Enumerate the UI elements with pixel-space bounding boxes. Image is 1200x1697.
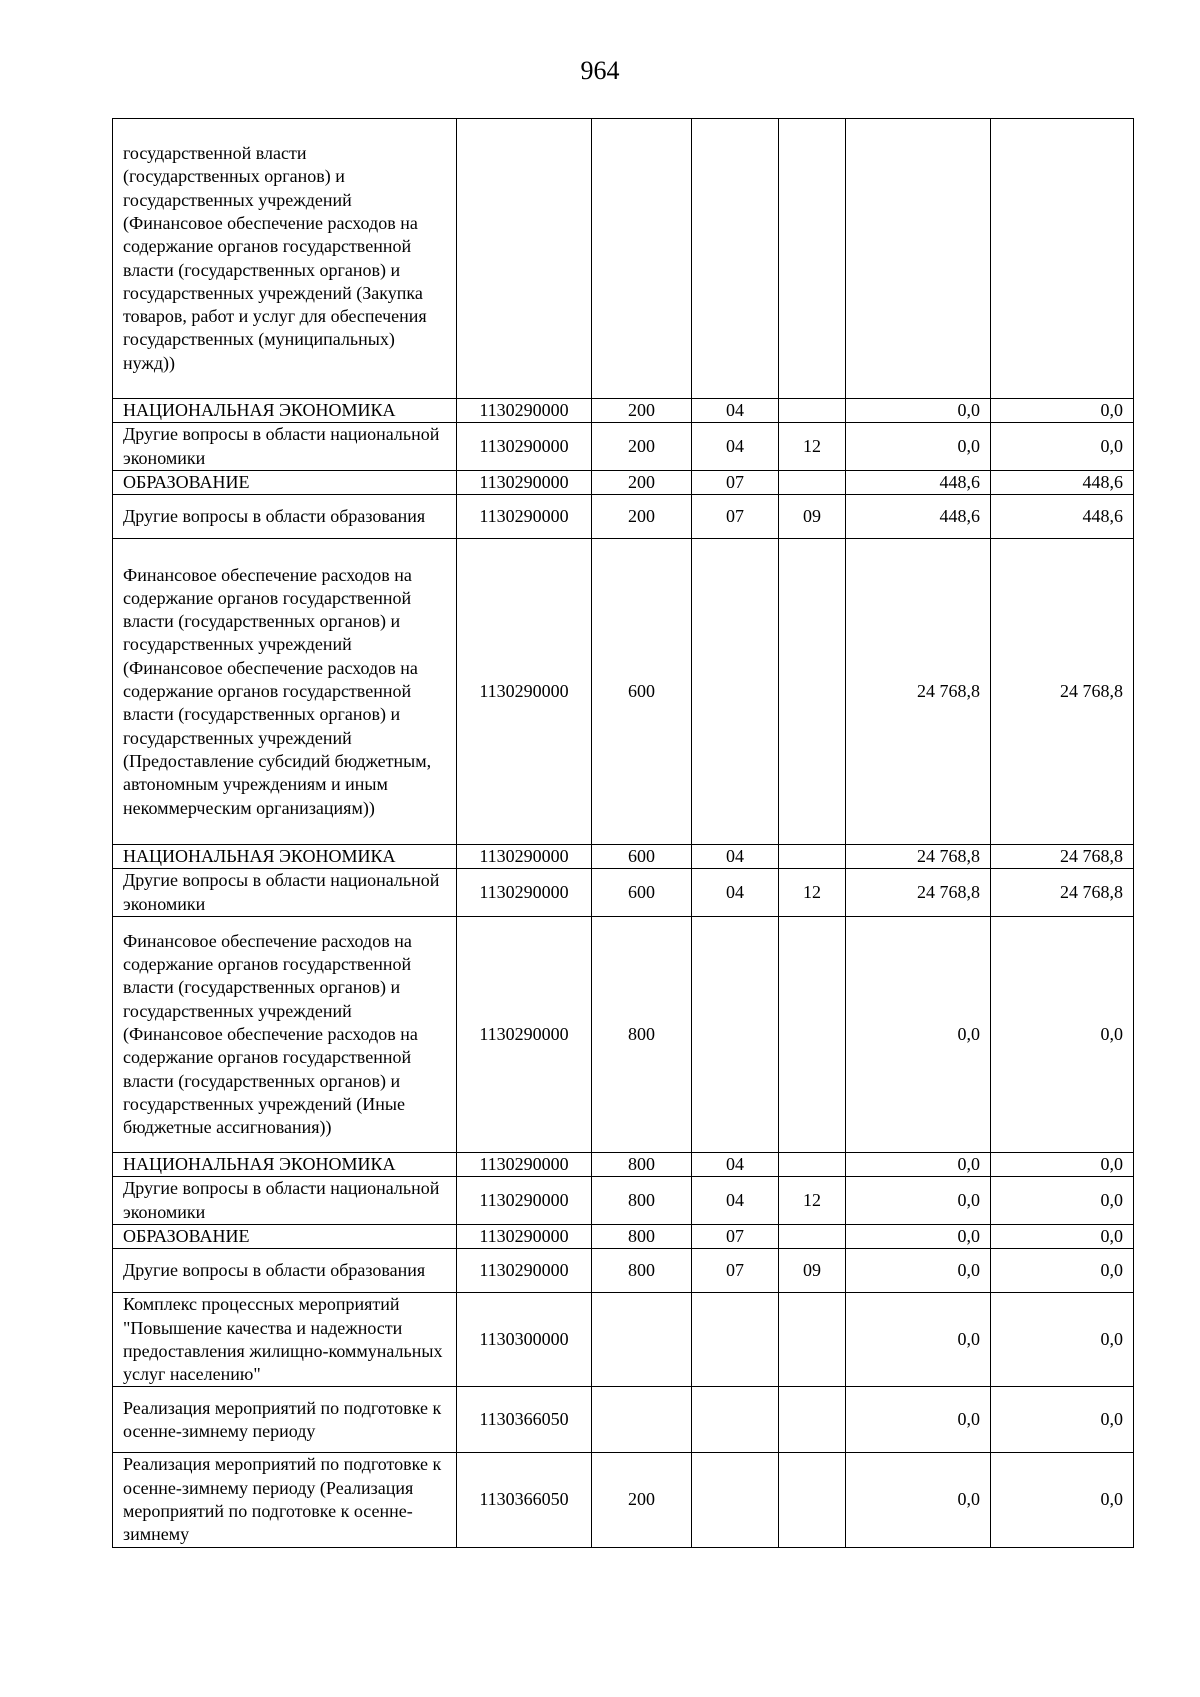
- row-sum-1: [846, 119, 991, 399]
- row-section: 07: [692, 495, 779, 539]
- row-section: 04: [692, 1177, 779, 1225]
- row-sum-1: 0,0: [846, 1387, 991, 1453]
- row-section: [692, 1453, 779, 1547]
- row-code: 1130366050: [457, 1453, 592, 1547]
- row-code: 1130290000: [457, 399, 592, 423]
- table-row: [113, 495, 1134, 539]
- row-code: [457, 119, 592, 399]
- row-sum-1: 0,0: [846, 1453, 991, 1547]
- row-section: [692, 119, 779, 399]
- row-name: государственной власти (государственных органов) и государственных учреждений (Финансовое обеспечение расходов на содержание органов государственной власти (государственных органов) и государственных учреждений (Закупка товаров, работ и услуг для обеспечения государственных (муниципальных) нужд)): [113, 119, 457, 399]
- row-sum-2: 0,0: [991, 1293, 1134, 1387]
- row-subsection: [779, 1387, 846, 1453]
- row-sum-2: 0,0: [991, 1177, 1134, 1225]
- row-expense-type: 200: [592, 470, 692, 494]
- row-subsection: [779, 470, 846, 494]
- row-section: [692, 917, 779, 1153]
- row-name: НАЦИОНАЛЬНАЯ ЭКОНОМИКА: [113, 845, 457, 869]
- row-expense-type: [592, 119, 692, 399]
- row-name: Реализация мероприятий по подготовке к осенне-зимнему периоду (Реализация мероприятий по подготовке к осенне-зимнему: [113, 1453, 457, 1547]
- table-row: [113, 869, 1134, 917]
- row-name: Другие вопросы в области национальной экономики: [113, 869, 457, 917]
- row-expense-type: [592, 1293, 692, 1387]
- table-row: [113, 917, 1134, 1153]
- row-code: 1130290000: [457, 1249, 592, 1293]
- row-section: 04: [692, 845, 779, 869]
- row-section: 07: [692, 1249, 779, 1293]
- row-sum-1: 0,0: [846, 917, 991, 1153]
- row-expense-type: 200: [592, 1453, 692, 1547]
- row-subsection: [779, 845, 846, 869]
- table-row: [113, 470, 1134, 494]
- row-name: Другие вопросы в области национальной экономики: [113, 423, 457, 471]
- row-name: Комплекс процессных мероприятий "Повышение качества и надежности предоставления жилищно-коммунальных услуг населению": [113, 1293, 457, 1387]
- row-sum-1: 448,6: [846, 470, 991, 494]
- row-sum-1: 448,6: [846, 495, 991, 539]
- row-expense-type: 600: [592, 539, 692, 845]
- row-name: Финансовое обеспечение расходов на содержание органов государственной власти (государственных органов) и государственных учреждений (Финансовое обеспечение расходов на содержание органов государственной власти (государственных органов) и государственных учреждений (Предоставление субсидий бюджетным, автономным учреждениям и иным некоммерческим организациям)): [113, 539, 457, 845]
- row-code: 1130290000: [457, 1224, 592, 1248]
- row-section: 04: [692, 423, 779, 471]
- row-name: Другие вопросы в области образования: [113, 495, 457, 539]
- row-code: 1130290000: [457, 917, 592, 1153]
- row-section: 04: [692, 869, 779, 917]
- row-sum-1: 0,0: [846, 1293, 991, 1387]
- row-section: [692, 539, 779, 845]
- row-subsection: 09: [779, 1249, 846, 1293]
- row-sum-2: 0,0: [991, 1453, 1134, 1547]
- row-section: 04: [692, 1153, 779, 1177]
- table-row: [113, 1177, 1134, 1225]
- table-row: [113, 1387, 1134, 1453]
- row-name: Другие вопросы в области национальной экономики: [113, 1177, 457, 1225]
- table-row: [113, 399, 1134, 423]
- row-section: 07: [692, 1224, 779, 1248]
- row-sum-2: 24 768,8: [991, 539, 1134, 845]
- row-name: Другие вопросы в области образования: [113, 1249, 457, 1293]
- row-sum-1: 24 768,8: [846, 869, 991, 917]
- row-expense-type: 200: [592, 495, 692, 539]
- row-code: 1130300000: [457, 1293, 592, 1387]
- row-expense-type: 800: [592, 1153, 692, 1177]
- table-row: [113, 845, 1134, 869]
- row-expense-type: 200: [592, 423, 692, 471]
- row-sum-2: 0,0: [991, 1387, 1134, 1453]
- row-section: 04: [692, 399, 779, 423]
- row-sum-2: 0,0: [991, 1153, 1134, 1177]
- row-subsection: [779, 1453, 846, 1547]
- row-name: НАЦИОНАЛЬНАЯ ЭКОНОМИКА: [113, 399, 457, 423]
- row-sum-2: [991, 119, 1134, 399]
- row-expense-type: 800: [592, 1177, 692, 1225]
- row-subsection: [779, 399, 846, 423]
- row-sum-1: 0,0: [846, 1224, 991, 1248]
- table-row: [113, 539, 1134, 845]
- page-number: 964: [580, 56, 620, 85]
- row-name: ОБРАЗОВАНИЕ: [113, 470, 457, 494]
- table-row: [113, 1224, 1134, 1248]
- table-row: [113, 1293, 1134, 1387]
- row-expense-type: 800: [592, 917, 692, 1153]
- row-sum-2: 0,0: [991, 1224, 1134, 1248]
- row-code: 1130290000: [457, 423, 592, 471]
- table-row: [113, 1153, 1134, 1177]
- row-sum-1: 0,0: [846, 1177, 991, 1225]
- row-sum-2: 0,0: [991, 1249, 1134, 1293]
- row-name: Реализация мероприятий по подготовке к осенне-зимнему периоду: [113, 1387, 457, 1453]
- row-subsection: [779, 1224, 846, 1248]
- table-row: [113, 1249, 1134, 1293]
- row-sum-2: 0,0: [991, 423, 1134, 471]
- row-sum-1: 24 768,8: [846, 845, 991, 869]
- row-subsection: 12: [779, 869, 846, 917]
- row-subsection: 12: [779, 1177, 846, 1225]
- row-expense-type: [592, 1387, 692, 1453]
- row-code: 1130366050: [457, 1387, 592, 1453]
- row-sum-1: 0,0: [846, 1153, 991, 1177]
- row-code: 1130290000: [457, 1177, 592, 1225]
- row-sum-1: 0,0: [846, 423, 991, 471]
- row-sum-2: 448,6: [991, 495, 1134, 539]
- row-expense-type: 200: [592, 399, 692, 423]
- row-expense-type: 800: [592, 1224, 692, 1248]
- row-code: 1130290000: [457, 1153, 592, 1177]
- table-row: [113, 423, 1134, 471]
- row-code: 1130290000: [457, 470, 592, 494]
- row-subsection: [779, 539, 846, 845]
- table-row: [113, 119, 1134, 399]
- row-section: [692, 1293, 779, 1387]
- row-name: НАЦИОНАЛЬНАЯ ЭКОНОМИКА: [113, 1153, 457, 1177]
- row-code: 1130290000: [457, 495, 592, 539]
- row-section: [692, 1387, 779, 1453]
- row-subsection: [779, 119, 846, 399]
- row-sum-2: 24 768,8: [991, 845, 1134, 869]
- row-code: 1130290000: [457, 869, 592, 917]
- row-sum-2: 0,0: [991, 917, 1134, 1153]
- row-section: 07: [692, 470, 779, 494]
- row-expense-type: 600: [592, 869, 692, 917]
- budget-table: [112, 118, 1134, 1548]
- row-sum-2: 448,6: [991, 470, 1134, 494]
- row-sum-2: 0,0: [991, 399, 1134, 423]
- row-expense-type: 800: [592, 1249, 692, 1293]
- row-sum-1: 0,0: [846, 1249, 991, 1293]
- row-subsection: [779, 917, 846, 1153]
- row-subsection: 12: [779, 423, 846, 471]
- row-subsection: [779, 1153, 846, 1177]
- row-name: ОБРАЗОВАНИЕ: [113, 1224, 457, 1248]
- row-code: 1130290000: [457, 539, 592, 845]
- row-expense-type: 600: [592, 845, 692, 869]
- table-row: [113, 1453, 1134, 1547]
- row-code: 1130290000: [457, 845, 592, 869]
- row-subsection: 09: [779, 495, 846, 539]
- row-name: Финансовое обеспечение расходов на содержание органов государственной власти (государственных органов) и государственных учреждений (Финансовое обеспечение расходов на содержание органов государственной власти (государственных органов) и государственных учреждений (Иные бюджетные ассигнования)): [113, 917, 457, 1153]
- row-subsection: [779, 1293, 846, 1387]
- row-sum-1: 24 768,8: [846, 539, 991, 845]
- row-sum-1: 0,0: [846, 399, 991, 423]
- row-sum-2: 24 768,8: [991, 869, 1134, 917]
